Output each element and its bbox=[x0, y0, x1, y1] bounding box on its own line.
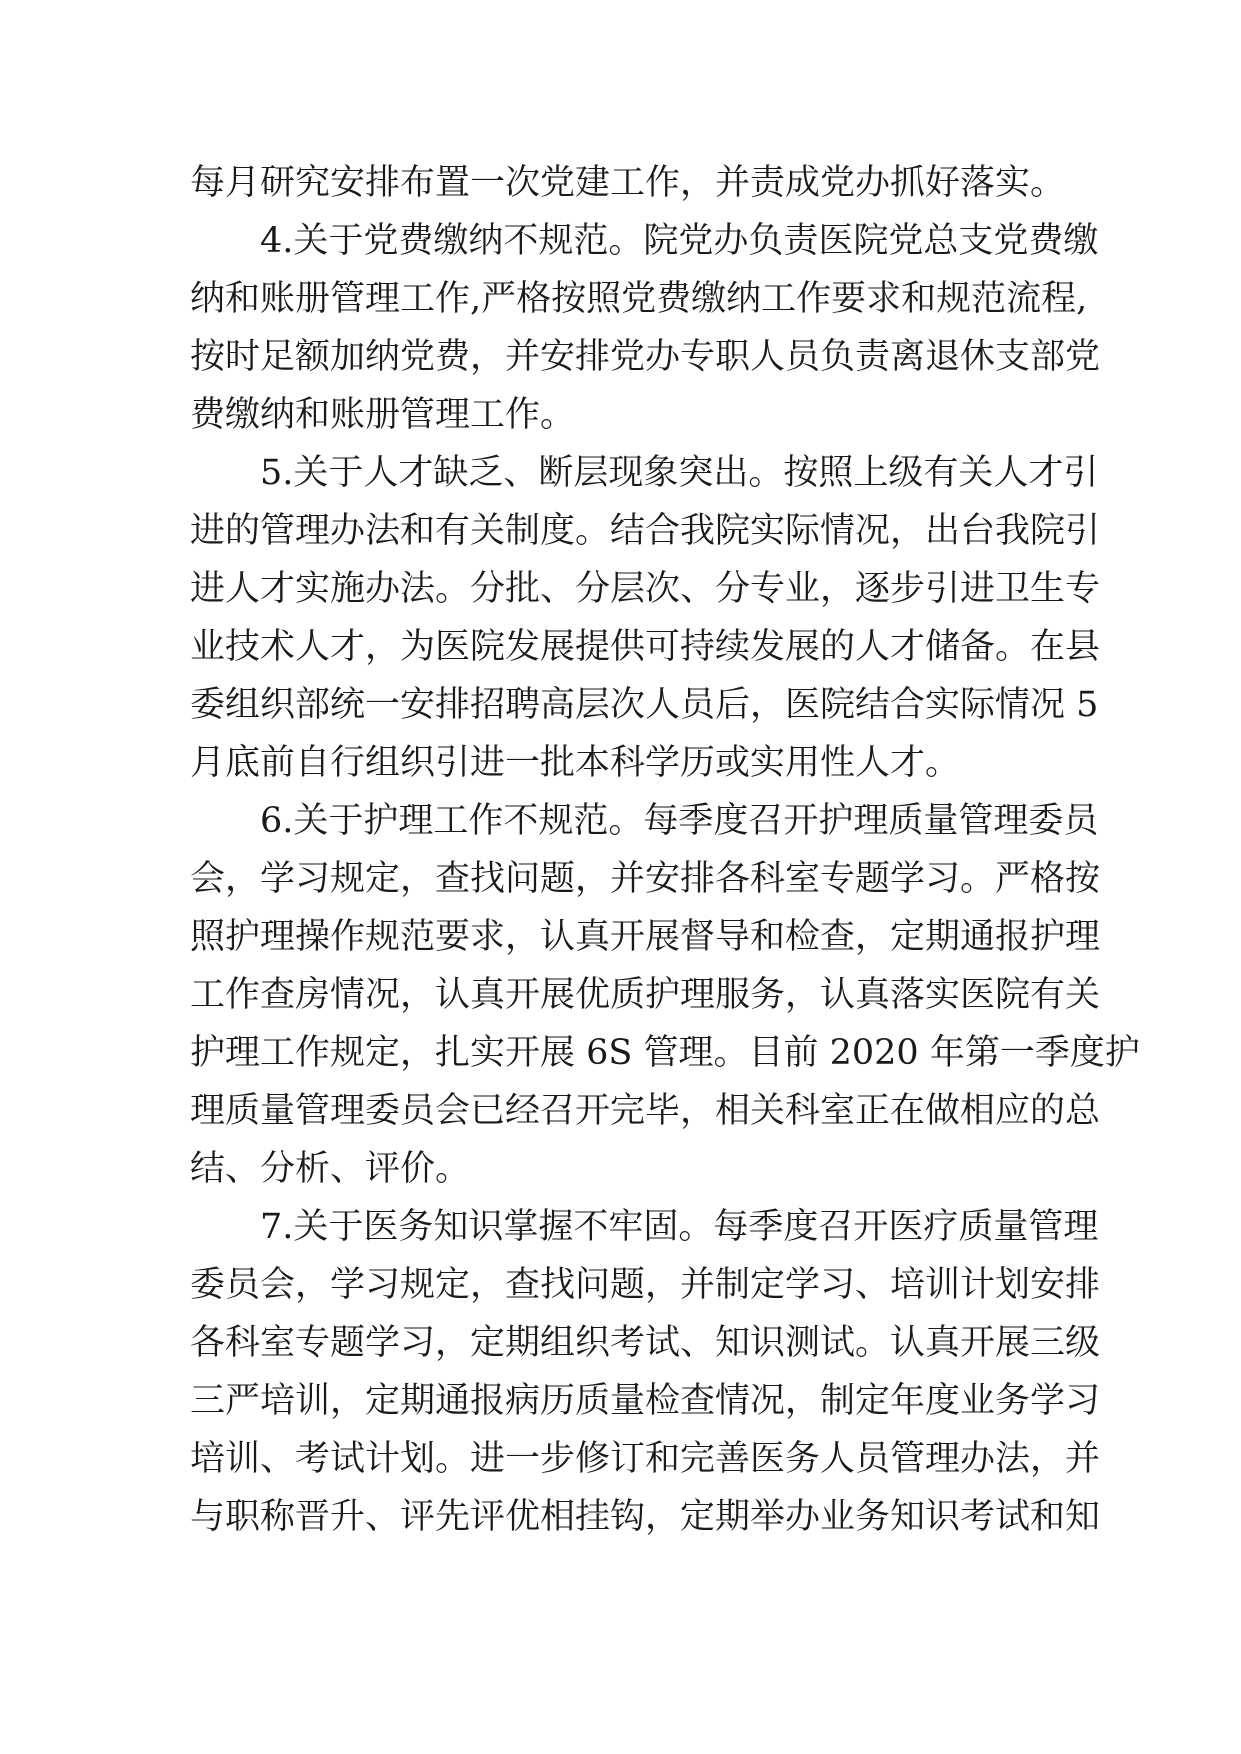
text-line: 护理工作规定，扎实开展 6S 管理。目前 2020 年第一季度护 bbox=[190, 1033, 1140, 1073]
text-line: 进人才实施办法。分批、分层次、分专业，逐步引进卫生专 bbox=[190, 569, 1101, 609]
text-line: 纳和账册管理工作,严格按照党费缴纳工作要求和规范流程, bbox=[190, 279, 1088, 319]
text-line: 委员会，学习规定，查找问题，并制定学习、培训计划安排 bbox=[190, 1265, 1101, 1305]
paragraph-7-heading: 7.关于医务知识掌握不牢固。每季度召开医疗质量管理 bbox=[260, 1207, 1099, 1247]
text-line: 结、分析、评价。 bbox=[190, 1149, 471, 1189]
text-line: 进的管理办法和有关制度。结合我院实际情况，出台我院引 bbox=[190, 511, 1101, 551]
text-line: 工作查房情况，认真开展优质护理服务，认真落实医院有关 bbox=[190, 975, 1101, 1015]
text-line: 与职称晋升、评先评优相挂钩，定期举办业务知识考试和知 bbox=[190, 1497, 1101, 1537]
text-line: 每月研究安排布置一次党建工作，并责成党办抓好落实。 bbox=[190, 163, 1066, 203]
text-line: 培训、考试计划。进一步修订和完善医务人员管理办法，并 bbox=[190, 1439, 1101, 1479]
text-line: 业技术人才，为医院发展提供可持续发展的人才储备。在县 bbox=[190, 627, 1101, 667]
paragraph-4-heading: 4.关于党费缴纳不规范。院党办负责医院党总支党费缴 bbox=[260, 221, 1099, 261]
text-line: 会，学习规定，查找问题，并安排各科室专题学习。严格按 bbox=[190, 859, 1101, 899]
text-line: 费缴纳和账册管理工作。 bbox=[190, 395, 576, 435]
text-line: 按时足额加纳党费，并安排党办专职人员负责离退休支部党 bbox=[190, 337, 1101, 377]
text-line: 委组织部统一安排招聘高层次人员后，医院结合实际情况 5 bbox=[190, 685, 1099, 725]
text-line: 各科室专题学习，定期组织考试、知识测试。认真开展三级 bbox=[190, 1323, 1101, 1363]
text-line: 月底前自行组织引进一批本科学历或实用性人才。 bbox=[190, 743, 961, 783]
text-line: 三严培训，定期通报病历质量检查情况，制定年度业务学习 bbox=[190, 1381, 1101, 1421]
text-line: 理质量管理委员会已经召开完毕，相关科室正在做相应的总 bbox=[190, 1091, 1101, 1131]
paragraph-5-heading: 5.关于人才缺乏、断层现象突出。按照上级有关人才引 bbox=[260, 453, 1099, 493]
paragraph-6-heading: 6.关于护理工作不规范。每季度召开护理质量管理委员 bbox=[260, 801, 1099, 841]
text-line: 照护理操作规范要求，认真开展督导和检查，定期通报护理 bbox=[190, 917, 1101, 957]
